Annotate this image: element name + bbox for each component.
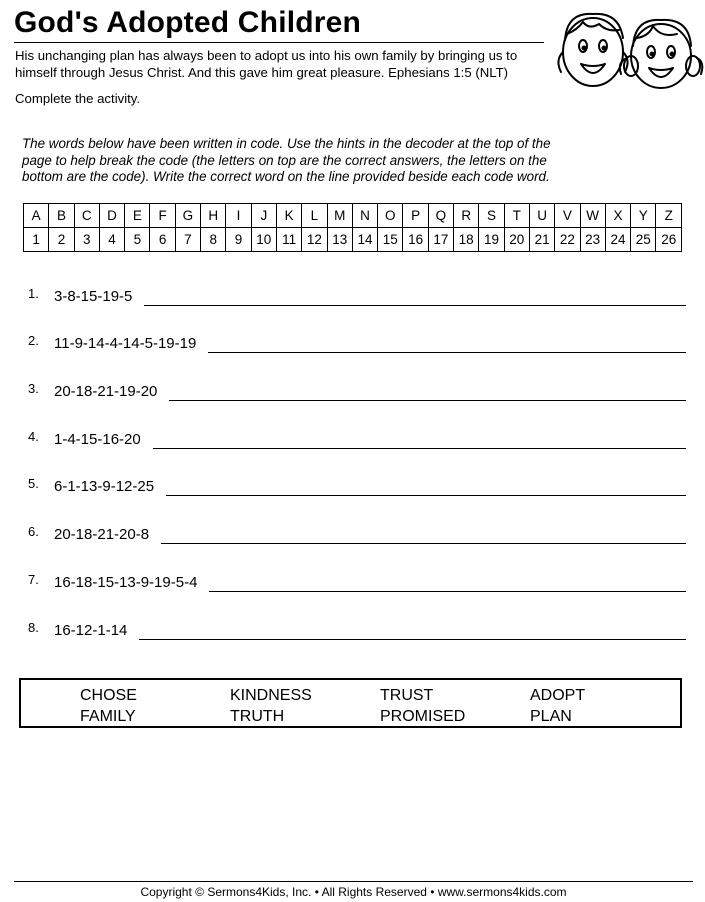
word-bank-item: ADOPT [530,687,586,704]
copyright-footer: Copyright © Sermons4Kids, Inc. • All Rights Reserved • www.sermons4kids.com [14,881,693,899]
word-bank-item: CHOSE [80,687,137,704]
decoder-number-cell: 1 [24,228,49,252]
page-title: God's Adopted Children [14,5,544,43]
word-bank-column-1 [80,685,137,727]
decoder-letter-cell: C [74,204,99,228]
decoder-number-cell: 26 [656,228,682,252]
answer-line[interactable] [166,494,686,496]
code-word: 1-4-15-16-20 [54,431,141,448]
decoder-letter-cell: L [302,204,327,228]
decoder-letter-cell: S [479,204,504,228]
decoder-number-cell: 3 [74,228,99,252]
decoder-number-cell: 7 [175,228,200,252]
decoder-number-cell: 21 [529,228,554,252]
decoder-letters-row [24,204,682,228]
decoder-number-cell: 11 [276,228,301,252]
word-bank-item: PROMISED [380,708,466,725]
code-word: 16-12-1-14 [54,622,128,639]
directions-text [22,136,642,186]
decoder-letter-cell: J [251,204,276,228]
decoder-letter-cell: V [555,204,580,228]
question-number: 3. [28,381,39,396]
verse-line-1: His unchanging plan has always been to adopt us into his own family by bringing us to [15,48,518,63]
code-word: 6-1-13-9-12-25 [54,478,155,495]
decoder-number-cell: 12 [302,228,327,252]
decoder-letter-cell: A [24,204,49,228]
answer-line[interactable] [169,399,686,401]
code-word: 3-8-15-19-5 [54,288,133,305]
directions-line-1: The words below have been written in code. Use the hints in the decoder at the top of the [22,136,551,151]
decoder-number-cell: 18 [454,228,479,252]
decoder-number-cell: 13 [327,228,352,252]
decoder-number-cell: 23 [580,228,605,252]
decoder-letter-cell: K [276,204,301,228]
answer-line[interactable] [144,304,686,306]
decoder-number-cell: 4 [99,228,124,252]
decoder-number-cell: 10 [251,228,276,252]
decoder-letter-cell: D [99,204,124,228]
decoder-number-cell: 5 [125,228,150,252]
decoder-letter-cell: U [529,204,554,228]
code-word: 16-18-15-13-9-19-5-4 [54,574,198,591]
question-row [28,284,686,308]
code-word: 11-9-14-4-14-5-19-19 [54,335,197,352]
question-number: 2. [28,333,39,348]
decoder-letter-cell: H [201,204,226,228]
decoder-letter-cell: Q [428,204,453,228]
answer-line[interactable] [208,351,686,353]
answer-line[interactable] [209,590,686,592]
question-number: 4. [28,429,39,444]
verse-text [15,47,555,81]
word-bank-column-3 [380,685,465,727]
word-bank-column-2 [230,685,312,727]
question-number: 5. [28,476,39,491]
decoder-number-cell: 14 [352,228,377,252]
directions-line-3: bottom are the code). Write the correct word on the line provided beside each code word. [22,169,550,184]
answer-line[interactable] [161,542,686,544]
word-bank-item: FAMILY [80,708,136,725]
decoder-letter-cell: P [403,204,428,228]
decoder-number-cell: 6 [150,228,175,252]
decoder-number-cell: 15 [378,228,403,252]
instruction-text: Complete the activity. [15,91,141,106]
word-bank-item: KINDNESS [230,687,312,704]
decoder-number-cell: 8 [201,228,226,252]
verse-line-2: himself through Jesus Christ. And this gave him great pleasure. Ephesians 1:5 (NLT) [15,65,509,80]
decoder-letter-cell: B [49,204,74,228]
decoder-letter-cell: F [150,204,175,228]
question-number: 8. [28,620,39,635]
answer-line[interactable] [139,638,686,640]
question-row [28,379,686,403]
decoder-number-cell: 25 [631,228,656,252]
children-illustration [553,0,705,100]
decoder-letter-cell: Z [656,204,682,228]
answer-line[interactable] [153,447,686,449]
decoder-letter-cell: W [580,204,605,228]
word-bank-item: TRUTH [230,708,285,725]
decoder-letter-cell: O [378,204,403,228]
decoder-letter-cell: R [454,204,479,228]
code-word: 20-18-21-19-20 [54,383,158,400]
question-row [28,427,686,451]
question-row [28,618,686,642]
decoder-letter-cell: M [327,204,352,228]
word-bank-item: PLAN [530,708,572,725]
decoder-number-cell: 20 [504,228,529,252]
decoder-letter-cell: G [175,204,200,228]
word-bank [19,678,682,728]
decoder-number-cell: 22 [555,228,580,252]
decoder-numbers-row [24,228,682,252]
question-row [28,570,686,594]
decoder-number-cell: 19 [479,228,504,252]
decoder-letter-cell: Y [631,204,656,228]
question-number: 1. [28,286,39,301]
question-row [28,331,686,355]
directions-line-2: page to help break the code (the letters on top are the correct answers, the letters on the [22,152,547,168]
question-number: 6. [28,524,39,539]
decoder-table [23,203,682,252]
question-row [28,522,686,546]
code-word: 20-18-21-20-8 [54,526,150,543]
decoder-letter-cell: E [125,204,150,228]
decoder-letter-cell: X [605,204,630,228]
decoder-letter-cell: T [504,204,529,228]
decoder-letter-cell: I [226,204,251,228]
question-row [28,474,686,498]
question-number: 7. [28,572,39,587]
decoder-number-cell: 24 [605,228,630,252]
decoder-letter-cell: N [352,204,377,228]
word-bank-item: TRUST [380,687,434,704]
decoder-number-cell: 17 [428,228,453,252]
decoder-number-cell: 9 [226,228,251,252]
decoder-number-cell: 16 [403,228,428,252]
decoder-number-cell: 2 [49,228,74,252]
word-bank-column-4 [530,685,585,727]
